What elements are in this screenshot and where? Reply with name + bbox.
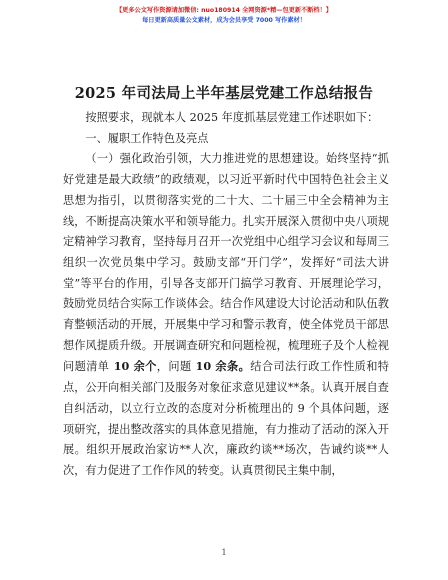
paragraph-text: （一）强化政治引领，大力推进党的思想建设。始终坚持“抓好党建是最大政绩”的政绩观，以习近平新时代中国特色社会主义思想为指引，以贯彻落实党的二十大、二十届三中全会精神为主线，不断提高决策水平和领导能力。扎实开展深入贯彻中央八项规定精神学习教育，坚持每月召开一次党组中心组学习会议和每周三组织一次党员集中学习。鼓励支部“开门学”，发挥好“司法大讲堂”等平台的作用，引导各支部开门搞学习教育、开展理论学习，鼓励党员结合实际工作谈体会。结合作风建设大讨论活动和队伍教育整顿活动的开展，开展集中学习和警示教育，使全体党员干部思想作风提质升级。开展调查研究和问题检视，梳理班子及个人检视问题清单 — [63, 152, 389, 374]
promo-banner-line-1: 【更多公文写作资源请加微信: nuo180914 全网资源*精—包更新不断档！】 — [116, 7, 332, 14]
page-number: 1 — [221, 548, 227, 557]
intro-paragraph: 按照要求，现就本人 2025 年度抓基层党建工作述职如下： — [85, 111, 379, 124]
paragraph-text-continuation: 结合司法行政工作性质和特点，公开向相关部门及服务对象征求意见建议**条。认真开展自查自纠活动，以立行立改的态度对分析梳理出的 9 个具体问题，逐项研究，提出整改落实的具体意见措施，有力推动了活动的深入开展。组织开展政治家访**人次，廉政约谈**场次，告诫约谈**人次，有力促进了工作作风的转变。认真贯彻民主集中制， — [63, 360, 389, 477]
document-body — [63, 108, 389, 482]
paragraph-text-middle: ，问题 — [156, 360, 196, 374]
promo-banner — [0, 6, 448, 26]
section-heading: 一、履职工作特色及亮点 — [85, 131, 209, 145]
document-title: 2025 年司法局上半年基层党建工作总结报告 — [74, 85, 374, 102]
issue-count-highlight: 10 余个 — [109, 359, 157, 374]
body-paragraph — [63, 149, 389, 481]
problem-count-highlight: 10 余条。 — [195, 359, 251, 374]
promo-banner-line-2: 每日更新高质量公文素材，成为会员享受 7000 写作素材！ — [142, 17, 306, 24]
